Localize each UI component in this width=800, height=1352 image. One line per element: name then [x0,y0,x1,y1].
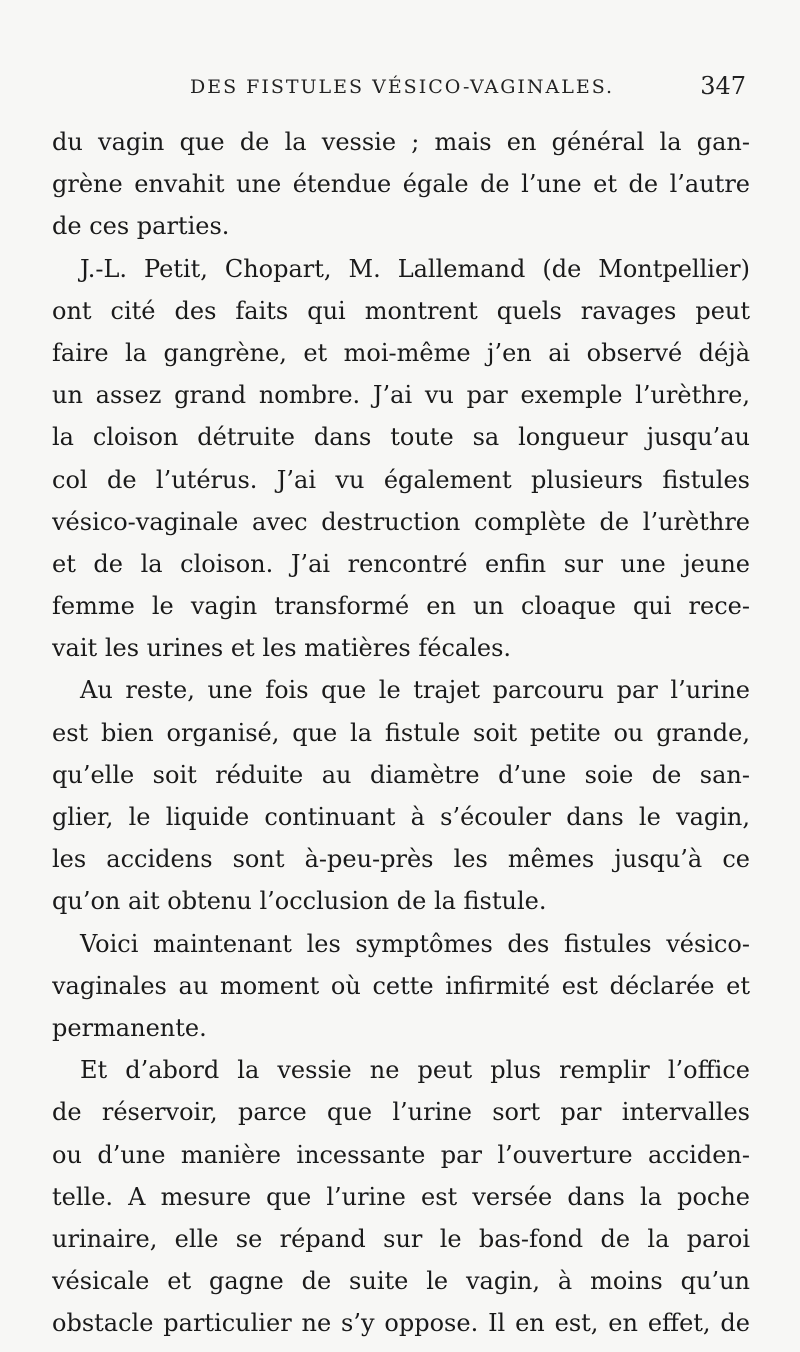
text-line: femme le vagin transformé en un cloaque qui rece- [52,592,750,621]
text-line: Au reste, une fois que le trajet parcouru par l’urine [80,676,750,705]
running-title: DES FISTULES VÉSICO-VAGINALES. [190,76,615,98]
text-line: qu’elle soit réduite au diamètre d’une soie de san- [52,760,750,789]
body-text [52,121,750,1344]
text-line: obstacle particulier ne s’y oppose. Il en est, en effet, de [52,1309,750,1338]
text-line: vait les urines et les matières fécales. [52,634,512,663]
text-line: vaginales au moment où cette infirmité est déclarée et [52,971,750,1000]
text-line: la cloison détruite dans toute sa longueur jusqu’au [52,423,750,452]
text-line: Et d’abord la vessie ne peut plus remplir l’office [80,1056,750,1085]
text-line: vésicale et gagne de suite le vagin, à moins qu’un [52,1267,750,1296]
text-line: les accidens sont à-peu-près les mêmes jusqu’à ce [52,845,750,874]
text-line: est bien organisé, que la fistule soit petite ou grande, [52,718,750,747]
text-line: permanente. [52,1013,207,1042]
page-number: 347 [700,72,746,100]
text-line: ou d’une manière incessante par l’ouverture acciden- [52,1140,750,1169]
text-line: et de la cloison. J’ai rencontré enfin sur une jeune [52,549,750,578]
text-line: glier, le liquide continuant à s’écouler dans le vagin, [52,803,750,831]
page-header [52,64,750,104]
text-line: qu’on ait obtenu l’occlusion de la fistule. [52,887,547,916]
text-line: un assez grand nombre. J’ai vu par exemple l’urèthre, [52,381,750,410]
text-line: telle. A mesure que l’urine est versée dans la poche [52,1182,750,1211]
text-line: de réservoir, parce que l’urine sort par intervalles [52,1098,750,1127]
text-line: vésico-vaginale avec destruction complète de l’urèthre [52,507,750,536]
text-line: ont cité des faits qui montrent quels ravages peut [52,296,750,325]
text-line: de ces parties. [52,212,230,241]
text-line: faire la gangrène, et moi-même j’en ai observé déjà [52,338,750,367]
text-line: urinaire, elle se répand sur le bas-fond de la paroi [52,1224,750,1253]
text-line: Voici maintenant les symptômes des fistules vésico- [80,929,750,958]
text-line: grène envahit une étendue égale de l’une et de l’autre [52,170,750,199]
text-line: col de l’utérus. J’ai vu également plusieurs fistules [52,465,750,494]
text-line: J.-L. Petit, Chopart, M. Lallemand (de Montpellier) [80,254,750,283]
text-line: du vagin que de la vessie ; mais en général la gan- [52,128,750,156]
